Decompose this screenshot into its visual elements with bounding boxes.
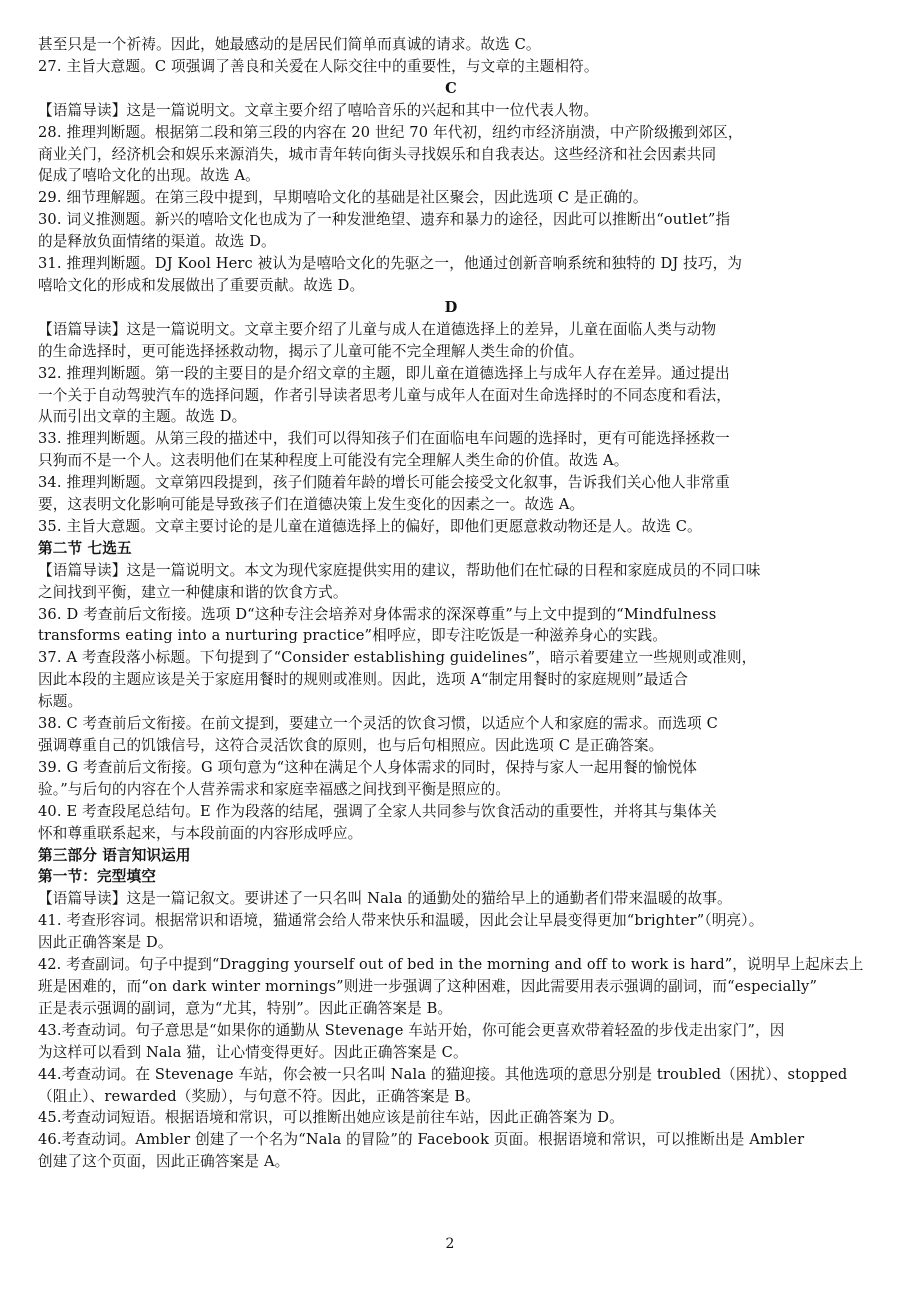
text-line: 31. 推理判断题。DJ Kool Herc 被认为是嘻哈文化的先驱之一，他通过创新音响系统和独特的 DJ 技巧，为 bbox=[38, 255, 743, 273]
text-line: 的生命选择时，更可能选择拯救动物，揭示了儿童可能不完全理解人类生命的价值。 bbox=[38, 342, 584, 360]
text-line: 甚至只是一个祈祷。因此，她最感动的是居民们简单而真诚的请求。故选 C。 bbox=[38, 36, 541, 53]
text-line: 一个关于自动驾驶汽车的选择问题，作者引导读者思考儿童与成年人在面对生命选择时的不同态度和看法， bbox=[38, 386, 731, 404]
text-line: 41. 考查形容词。根据常识和语境，猫通常会给人带来快乐和温暖，因此会让早晨变得更加“brighter”（明亮）。 bbox=[38, 912, 764, 930]
text-line: （阻止）、rewarded（奖励），与句意不符。因此，正确答案是 B。 bbox=[38, 1087, 480, 1105]
text-line: 【语篇导读】这是一篇说明文。文章主要介绍了嘻哈音乐的兴起和其中一位代表人物。 bbox=[38, 101, 599, 119]
text-line: 32. 推理判断题。第一段的主要目的是介绍文章的主题，即儿童在道德选择上与成年人存在差异。通过提出 bbox=[38, 364, 730, 382]
text-line: 因此正确答案是 D。 bbox=[38, 934, 173, 952]
text-line: 【语篇导读】这是一篇说明文。本文为现代家庭提供实用的建议，帮助他们在忙碌的日程和家庭成员的不同口味 bbox=[38, 561, 761, 579]
text-line: 从而引出文章的主题。故选 D。 bbox=[38, 408, 247, 426]
section-heading-cloze: 第一节：完型填空 bbox=[38, 868, 156, 886]
text-line: 要，这表明文化影响可能是导致孩子们在道德决策上发生变化的因素之一。故选 A。 bbox=[38, 496, 585, 514]
text-line: 因此本段的主题应该是关于家庭用餐时的规则或准则。因此，选项 A“制定用餐时的家庭规则”最适合 bbox=[38, 671, 688, 689]
text-line: 45.考查动词短语。根据语境和常识，可以推断出她应该是前往车站，因此正确答案为 D。 bbox=[38, 1109, 624, 1127]
text-line: 班是困难的，而“on dark winter mornings”则进一步强调了这种困难，因此需要用表示强调的副词，而“especially” bbox=[38, 977, 818, 995]
text-line: 创建了这个页面，因此正确答案是 A。 bbox=[38, 1153, 290, 1171]
section-heading-seven-choose-five: 第二节 七选五 bbox=[38, 539, 132, 557]
text-line: 38. C 考查前后文衔接。在前文提到，要建立一个灵活的饮食习惯，以适应个人和家庭的需求。而选项 C bbox=[38, 715, 718, 733]
text-line: 只狗而不是一个人。这表明他们在某种程度上可能没有完全理解人类生命的价值。故选 A。 bbox=[38, 452, 629, 470]
text-line: 36. D 考查前后文衔接。选项 D“这种专注会培养对身体需求的深深尊重”与上文中提到的“Mindfulness bbox=[38, 605, 717, 623]
document-body bbox=[38, 34, 864, 1173]
text-line: 30. 词义推测题。新兴的嘻哈文化也成为了一种发泄绝望、遗弃和暴力的途径，因此可以推断出“outlet”指 bbox=[38, 211, 731, 229]
text-line: 【语篇导读】这是一篇记叙文。要讲述了一只名叫 Nala 的通勤处的猫给早上的通勤者们带来温暖的故事。 bbox=[38, 890, 732, 908]
text-line: 29. 细节理解题。在第三段中提到，早期嘻哈文化的基础是社区聚会，因此选项 C 是正确的。 bbox=[38, 189, 648, 207]
text-line: 28. 推理判断题。根据第二段和第三段的内容在 20 世纪 70 年代初，纽约市经济崩溃，中产阶级搬到郊区， bbox=[38, 123, 743, 141]
text-line: 验。”与后句的内容在个人营养需求和家庭幸福感之间找到平衡是照应的。 bbox=[38, 780, 511, 798]
text-line: 35. 主旨大意题。文章主要讨论的是儿童在道德选择上的偏好，即他们更愿意救动物还是人。故选 C。 bbox=[38, 517, 702, 535]
text-line: 促成了嘻哈文化的出现。故选 A。 bbox=[38, 167, 260, 185]
section-heading-c: C bbox=[445, 79, 457, 97]
text-line: 嘻哈文化的形成和发展做出了重要贡献。故选 D。 bbox=[38, 276, 365, 294]
text-line: 46.考查动词。Ambler 创建了一个名为“Nala 的冒险”的 Facebook 页面。根据语境和常识，可以推断出是 Ambler bbox=[38, 1131, 805, 1149]
page-number: 2 bbox=[445, 1236, 455, 1252]
text-line: 正是表示强调的副词，意为“尤其，特别”。因此正确答案是 B。 bbox=[38, 999, 453, 1017]
text-line: 33. 推理判断题。从第三段的描述中，我们可以得知孩子们在面临电车问题的选择时，更有可能选择拯救一 bbox=[38, 430, 730, 448]
section-heading-d: D bbox=[444, 298, 458, 316]
text-line: 之间找到平衡，建立一种健康和谐的饮食方式。 bbox=[38, 583, 348, 601]
text-line: 27. 主旨大意题。C 项强调了善良和关爱在人际交往中的重要性，与文章的主题相符。 bbox=[38, 57, 599, 75]
text-line: 标题。 bbox=[38, 693, 83, 711]
text-line: 的是释放负面情绪的渠道。故选 D。 bbox=[38, 233, 276, 251]
text-line: 39. G 考查前后文衔接。G 项句意为“这种在满足个人身体需求的同时，保持与家人一起用餐的愉悦体 bbox=[38, 758, 698, 776]
text-line: 强调尊重自己的饥饿信号，这符合灵活饮食的原则，也与后句相照应。因此选项 C 是正确答案。 bbox=[38, 737, 664, 754]
text-line: 34. 推理判断题。文章第四段提到，孩子们随着年龄的增长可能会接受文化叙事，告诉我们关心他人非常重 bbox=[38, 474, 730, 492]
text-line: 商业关门，经济机会和娱乐来源消失，城市青年转向街头寻找娱乐和自我表达。这些经济和社会因素共同 bbox=[38, 145, 717, 163]
text-line: 40. E 考查段尾总结句。E 作为段落的结尾，强调了全家人共同参与饮食活动的重要性，并将其与集体关 bbox=[38, 802, 717, 820]
text-line: 42. 考查副词。句子中提到“Dragging yourself out of bed in the morning and off to work is hard”，说明早上起床去上 bbox=[38, 956, 864, 974]
text-line: transforms eating into a nurturing practice”相呼应，即专注吃饭是一种滋养身心的实践。 bbox=[38, 627, 668, 645]
text-line: 为这样可以看到 Nala 猫，让心情变得更好。因此正确答案是 C。 bbox=[38, 1043, 468, 1061]
text-line: 37. A 考查段落小标题。下句提到了“Consider establishing guidelines”，暗示着要建立一些规则或准则， bbox=[38, 649, 757, 667]
part-heading-language-use: 第三部分 语言知识运用 bbox=[38, 846, 191, 864]
text-line: 怀和尊重联系起来，与本段前面的内容形成呼应。 bbox=[38, 824, 363, 842]
text-line: 【语篇导读】这是一篇说明文。文章主要介绍了儿童与成人在道德选择上的差异，儿童在面临人类与动物 bbox=[38, 320, 717, 338]
text-line: 44.考查动词。在 Stevenage 车站，你会被一只名叫 Nala 的猫迎接。其他选项的意思分别是 troubled（困扰）、stopped bbox=[38, 1065, 848, 1083]
text-line: 43.考查动词。句子意思是“如果你的通勤从 Stevenage 车站开始，你可能会更喜欢带着轻盈的步伐走出家门”，因 bbox=[38, 1021, 785, 1039]
